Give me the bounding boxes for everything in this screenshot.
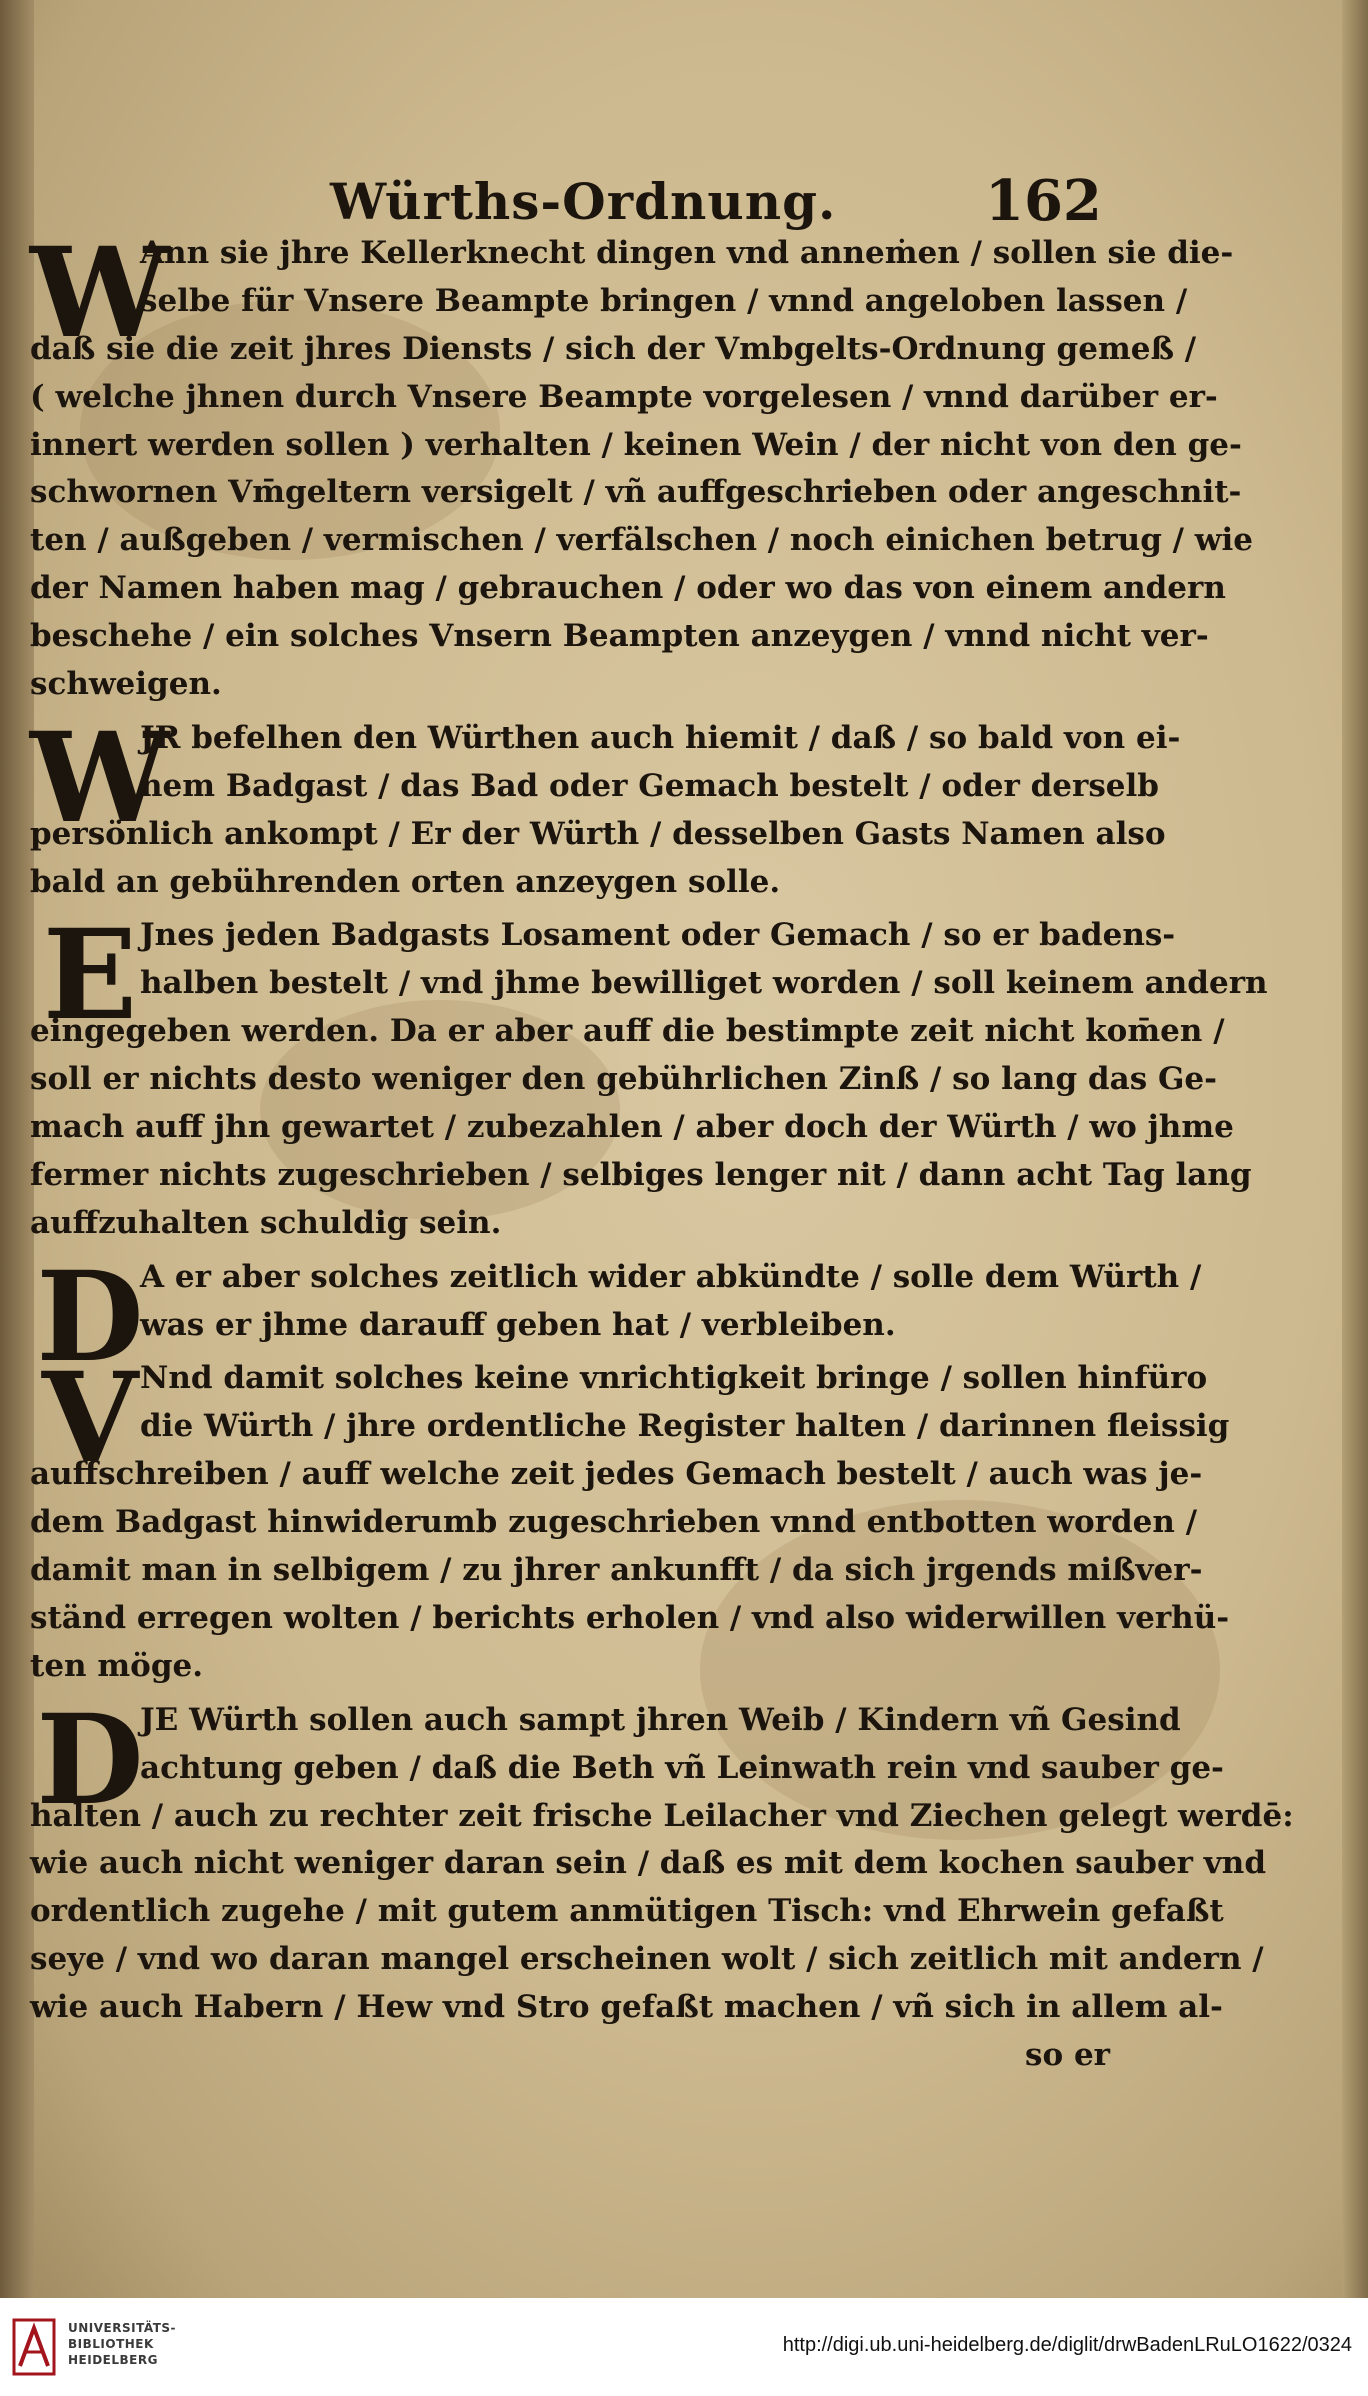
text-line: halben bestelt / vnd jhme bewilliget worden / soll keinem andern xyxy=(140,965,1268,1002)
text-line: der Namen haben mag / gebrauchen / oder wo das von einem andern xyxy=(30,570,1226,607)
text-line: Ann sie jhre Kellerknecht dingen vnd anneṁen / sollen sie die- xyxy=(140,235,1234,271)
drop-initial: W xyxy=(30,705,170,851)
viewer-footer xyxy=(0,2298,1368,2396)
text-line: halten / auch zu rechter zeit frische Leilacher vnd Ziechen gelegt werdē: xyxy=(30,1797,1294,1834)
paragraph xyxy=(30,1346,1230,1690)
text-line: Jnes jeden Badgasts Losament oder Gemach / so er badens- xyxy=(140,917,1176,954)
text-line: die Würth / jhre ordentliche Register halten / darinnen fleissig xyxy=(140,1408,1230,1445)
text-line: fermer nichts zugeschrieben / selbiges lenger nit / dann acht Tag lang xyxy=(30,1156,1252,1193)
text-line: ( welche jhnen durch Vnsere Beampte vorgelesen / vnnd darüber er- xyxy=(30,378,1218,415)
text-line: schwornen Vm̄geltern versigelt / vñ auffgeschrieben oder angeschnit- xyxy=(30,474,1242,511)
text-line: auffschreiben / auff welche zeit jedes Gemach bestelt / auch was je- xyxy=(30,1456,1203,1493)
text-line: ten / außgeben / vermischen / verfälschen / noch einichen betrug / wie xyxy=(30,522,1253,559)
drop-initial: E xyxy=(42,903,138,1049)
drop-initial: D xyxy=(36,1244,144,1390)
running-title: Würths-Ordnung. xyxy=(330,172,837,231)
text-line: mach auff jhn gewartet / zubezahlen / aber doch der Würth / wo jhme xyxy=(30,1109,1234,1146)
institution-line: UNIVERSITÄTS- xyxy=(68,2321,177,2335)
text-line: JR befelhen den Würthen auch hiemit / daß / so bald von ei- xyxy=(140,719,1181,756)
text-line: A er aber solches zeitlich wider abkündte / solle dem Würth / xyxy=(140,1258,1202,1295)
text-line: ten möge. xyxy=(30,1647,204,1684)
paragraph xyxy=(30,903,1268,1247)
text-line: ordentlich zugehe / mit gutem anmütigen Tisch: vnd Ehrwein gefaßt xyxy=(30,1893,1224,1930)
text-line: bald an gebührenden orten anzeygen solle. xyxy=(30,863,781,900)
institution-line: HEIDELBERG xyxy=(68,2353,158,2367)
university-library-logo-icon xyxy=(12,2316,56,2378)
text-line: Nnd damit solches keine vnrichtigkeit bringe / sollen hinfüro xyxy=(140,1360,1208,1397)
text-line: daß sie die zeit jhres Diensts / sich der Vmbgelts-Ordnung gemeß / xyxy=(30,330,1197,367)
institution-name xyxy=(68,2320,176,2368)
drop-initial: V xyxy=(41,1346,139,1492)
text-line: wie auch nicht weniger daran sein / daß es mit dem kochen sauber vnd xyxy=(30,1845,1267,1882)
text-line: persönlich ankompt / Er der Würth / desselben Gasts Namen also xyxy=(30,815,1166,852)
text-line: soll er nichts desto weniger den gebührlichen Zinß / so lang das Ge- xyxy=(30,1061,1218,1098)
paragraph xyxy=(30,221,1253,709)
text-line: dem Badgast hinwiderumb zugeschrieben vnnd entbotten worden / xyxy=(30,1504,1198,1541)
text-line: JE Würth sollen auch sampt jhren Weib / Kindern vñ Gesind xyxy=(140,1701,1181,1738)
text-line: innert werden sollen ) verhalten / keinen Wein / der nicht von den ge- xyxy=(30,426,1242,463)
page-edge-left xyxy=(0,0,34,2298)
text-line: damit man in selbigem / zu jhrer ankunfft / da sich jrgends mißver- xyxy=(30,1552,1203,1589)
text-line: nem Badgast / das Bad oder Gemach bestelt / oder derselb xyxy=(140,767,1159,804)
permalink[interactable]: http://digi.ub.uni-heidelberg.de/diglit/drwBadenLRuLO1622/0324 xyxy=(782,2334,1352,2356)
paragraph xyxy=(30,1687,1294,2080)
text-line: beschehe / ein solches Vnsern Beampten anzeygen / vnnd nicht ver- xyxy=(30,618,1209,655)
institution-line: BIBLIOTHEK xyxy=(68,2337,154,2351)
text-line: selbe für Vnsere Beampte bringen / vnnd angeloben lassen / xyxy=(140,282,1188,319)
text-line: eingegeben werden. Da er aber auff die bestimpte zeit nicht kom̄en / xyxy=(30,1013,1225,1050)
text-line: seye / vnd wo daran mangel erscheinen wolt / sich zeitlich mit andern / xyxy=(30,1941,1264,1978)
drop-initial: D xyxy=(36,1687,144,1833)
catchword: so er xyxy=(1025,2036,1110,2073)
text-line: achtung geben / daß die Beth vñ Leinwath rein vnd sauber ge- xyxy=(140,1749,1224,1786)
drop-initial: W xyxy=(30,221,170,366)
paragraph xyxy=(30,705,1181,907)
text-line: auffzuhalten schuldig sein. xyxy=(30,1204,502,1241)
page-edge-right xyxy=(1342,0,1368,2298)
text-block xyxy=(30,150,1294,2086)
page-number: 162 xyxy=(985,168,1102,234)
text-line: ständ erregen wolten / berichts erholen / vnd also widerwillen verhü- xyxy=(30,1599,1230,1636)
page-header xyxy=(30,150,1120,234)
text-line: wie auch Habern / Hew vnd Stro gefaßt machen / vñ sich in allem al- xyxy=(30,1989,1223,2026)
text-line: schweigen. xyxy=(30,666,222,703)
text-line: was er jhme darauff geben hat / verbleiben. xyxy=(140,1306,896,1343)
